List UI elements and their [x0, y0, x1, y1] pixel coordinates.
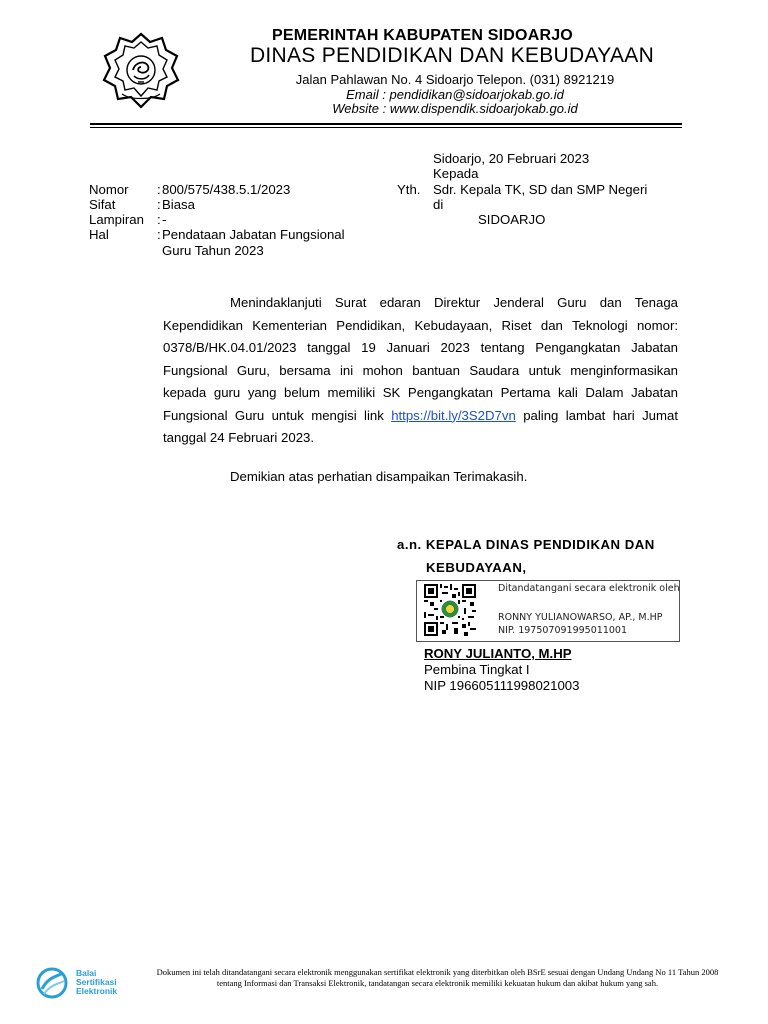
meta-label-lampiran: Lampiran	[89, 212, 144, 227]
sidoarjo-emblem-logo	[100, 30, 182, 112]
to-label: Kepada	[433, 166, 479, 181]
place-date: Sidoarjo, 20 Februari 2023	[433, 151, 590, 166]
meta-value-lampiran: -	[162, 212, 167, 227]
form-link[interactable]: https://bit.ly/3S2D7vn	[391, 407, 516, 423]
bsre-logo	[36, 965, 136, 1001]
meta-label-sifat: Sifat	[89, 197, 116, 212]
bsre-emblem-icon	[36, 967, 68, 999]
body-text-deadline: paling lambat hari Jumat tanggal 24 Februari 2023.	[163, 407, 678, 445]
agency-name: DINAS PENDIDIKAN DAN KEBUDAYAAN	[249, 44, 655, 67]
header-divider-thin	[90, 127, 682, 128]
agency-address: Jalan Pahlawan No. 4 Sidoarjo Telepon. (031) 8921219	[295, 72, 615, 87]
bsre-line3: Elektronik	[76, 986, 118, 996]
closing-sentence: Demikian atas perhatian disampaikan Terimakasih.	[230, 469, 528, 484]
signature-title-line2: KEBUDAYAAN,	[426, 560, 527, 575]
meta-value-sifat: Biasa	[162, 197, 195, 212]
meta-colon: :	[157, 197, 161, 212]
bsre-line2: Sertifikasi	[76, 977, 117, 987]
header-divider-thick	[90, 123, 682, 125]
meta-value-nomor: 800/575/438.5.1/2023	[162, 182, 291, 197]
body-paragraph	[163, 292, 678, 450]
agency-email: Email : pendidikan@sidoarjokab.go.id	[346, 87, 564, 102]
meta-label-hal: Hal	[89, 227, 109, 242]
meta-value-hal-line2: Guru Tahun 2023	[162, 243, 264, 258]
footer-disclaimer: Dokumen ini telah ditandatangani secara elektronik menggunakan sertifikat elektronik yang diterbitkan oleh BSrE sesuai dengan Undang Undang No 11 Tahun 2008 tentang Informasi dan Transaksi Elektronik, tandatangan secara elektronik memiliki kekuatan hukum dan akibat hukum yang sah.	[156, 967, 719, 988]
signer-name: RONY JULIANTO, M.HP	[424, 646, 572, 661]
esign-nip: NIP. 197507091995011001	[498, 625, 627, 636]
body-text-main: Menindaklanjuti Surat edaran Direktur Jenderal Guru dan Tenaga Kependidikan Kementerian Pendidikan, Kebudayaan, Riset dan Teknologi nomor: 0378/B/HK.04.01/2023 tanggal 19 Januari 2023 tentang Pengangkatan Jabatan Fungsional Guru, bersama ini mohon bantuan Saudara untuk menginformasikan kepada guru yang belum memiliki SK Pengangkatan Pertama kali Dalam Jabatan Fungsional Guru untuk mengisi link	[163, 295, 678, 423]
esign-name: RONNY YULIANOWARSO, AP., M.HP	[498, 612, 663, 623]
bsre-line1: Balai	[76, 968, 97, 978]
recipient-city: SIDOARJO	[478, 212, 546, 227]
signer-nip: NIP 196605111998021003	[424, 678, 580, 693]
recipient: Sdr. Kepala TK, SD dan SMP Negeri	[433, 182, 648, 197]
signature-title-line1: a.n. KEPALA DINAS PENDIDIKAN DAN	[397, 537, 655, 552]
government-name: PEMERINTAH KABUPATEN SIDOARJO	[272, 27, 573, 44]
esign-label: Ditandatangani secara elektronik oleh	[498, 583, 680, 594]
meta-colon: :	[157, 182, 161, 197]
signer-rank: Pembina Tingkat I	[424, 662, 530, 677]
agency-website: Website : www.dispendik.sidoarjokab.go.id	[332, 101, 578, 116]
meta-colon: :	[157, 212, 161, 227]
yth-label: Yth.	[397, 182, 421, 197]
di-label: di	[433, 197, 444, 212]
meta-colon: :	[157, 227, 161, 242]
meta-value-hal: Pendataan Jabatan Fungsional	[162, 227, 345, 242]
meta-label-nomor: Nomor	[89, 182, 129, 197]
qr-code-icon	[424, 584, 476, 636]
